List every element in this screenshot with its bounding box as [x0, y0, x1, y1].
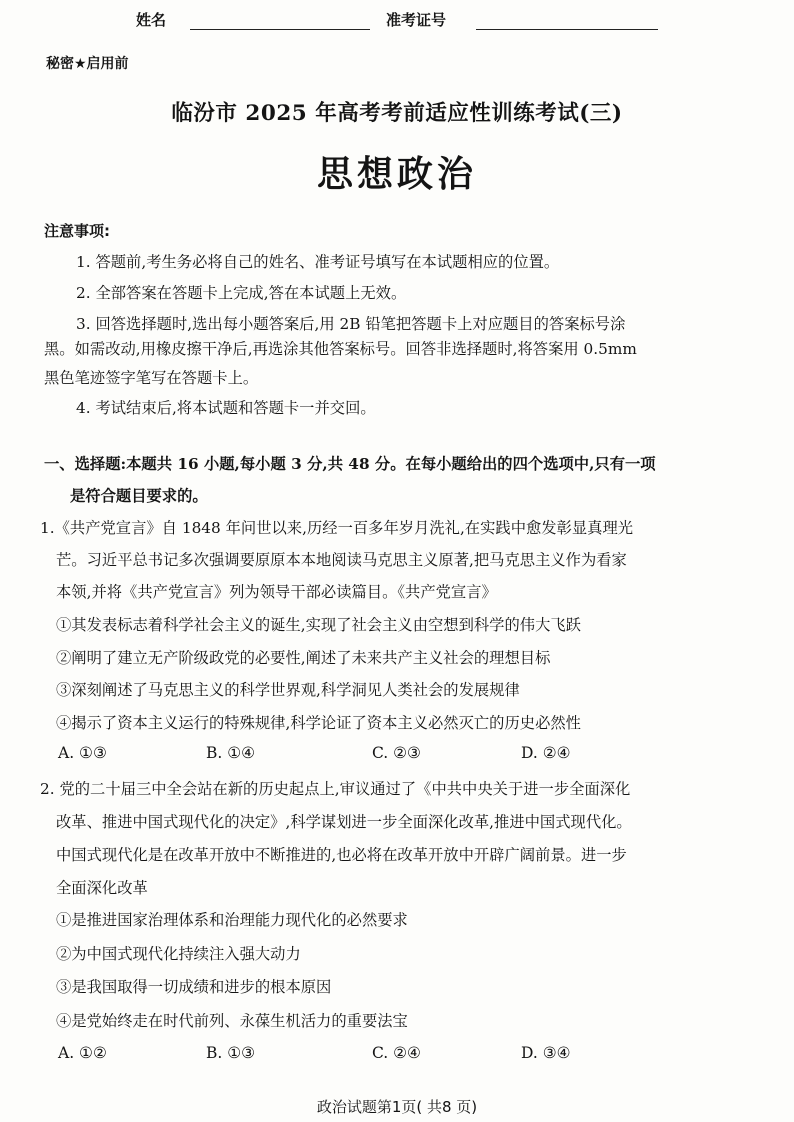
notice-line: 3. 回答选择题时,选出每小题答案后,用 2B 铅笔把答题卡上对应题目的答案标号涂	[76, 315, 626, 333]
question-1-item: ①其发表标志着科学社会主义的诞生,实现了社会主义由空想到科学的伟大飞跃	[56, 616, 581, 634]
question-1-option-a: A. ①③	[58, 744, 107, 762]
question-2-option-b: B. ①③	[206, 1044, 256, 1062]
question-2-option-c: C. ②④	[372, 1044, 421, 1062]
question-2-option-a: A. ①②	[58, 1044, 107, 1062]
question-1-option-b: B. ①④	[206, 744, 256, 762]
question-2-stem: 中国式现代化是在改革开放中不断推进的,也必将在改革开放中开辟广阔前景。进一步	[56, 846, 627, 864]
notice-line: 黑色笔迹签字笔写在答题卡上。	[44, 369, 259, 387]
question-1-stem: 1.《共产党宣言》自 1848 年问世以来,历经一百多年岁月洗礼,在实践中愈发彰显真理光	[40, 519, 634, 537]
subject-title: 思想政治	[316, 154, 477, 195]
question-2-item: ③是我国取得一切成绩和进步的根本原因	[56, 978, 332, 996]
question-1-stem: 芒。习近平总书记多次强调要原原本本地阅读马克思主义原著,把马克思主义作为看家	[56, 551, 627, 569]
secret-mark: 秘密★启用前	[46, 56, 129, 72]
exam-id-blank-line	[476, 29, 658, 30]
question-2-item: ②为中国式现代化持续注入强大动力	[56, 945, 301, 963]
question-1-stem: 本领,并将《共产党宣言》列为领导干部必读篇目。《共产党宣言》	[56, 583, 497, 601]
question-1-item: ④揭示了资本主义运行的特殊规律,科学论证了资本主义必然灭亡的历史必然性	[56, 714, 581, 732]
notice-line: 黑。如需改动,用橡皮擦干净后,再选涂其他答案标号。回答非选择题时,将答案用 0.5mm	[44, 340, 637, 358]
question-1-option-d: D. ②④	[521, 744, 571, 762]
question-2-option-d: D. ③④	[521, 1044, 571, 1062]
question-1-item: ②阐明了建立无产阶级政党的必要性,阐述了未来共产主义社会的理想目标	[56, 649, 551, 667]
notice-line: 1. 答题前,考生务必将自己的姓名、准考证号填写在本试题相应的位置。	[76, 253, 560, 271]
notice-line: 4. 考试结束后,将本试题和答题卡一并交回。	[76, 399, 376, 417]
question-2-stem: 2. 党的二十届三中全会站在新的历史起点上,审议通过了《中共中央关于进一步全面深化	[40, 780, 631, 798]
page-footer: 政治试题第1页( 共8 页)	[316, 1098, 478, 1116]
question-2-item: ①是推进国家治理体系和治理能力现代化的必然要求	[56, 911, 408, 929]
question-2-stem: 全面深化改革	[56, 879, 148, 897]
notice-title: 注意事项:	[44, 222, 110, 240]
section-heading: 是符合题目要求的。	[70, 487, 208, 505]
question-1-option-c: C. ②③	[372, 744, 421, 762]
notice-line: 2. 全部答案在答题卡上完成,答在本试题上无效。	[76, 284, 407, 302]
name-label: 姓名	[136, 11, 167, 29]
exam-title: 临汾市 2025 年高考考前适应性训练考试(三)	[171, 101, 623, 126]
question-2-stem: 改革、推进中国式现代化的决定》,科学谋划进一步全面深化改革,推进中国式现代化。	[56, 813, 632, 831]
exam-id-label: 准考证号	[386, 11, 447, 29]
section-heading: 一、选择题:本题共 16 小题,每小题 3 分,共 48 分。在每小题给出的四个选项中,只有一项	[44, 455, 656, 473]
name-blank-line	[190, 29, 370, 30]
question-1-item: ③深刻阐述了马克思主义的科学世界观,科学洞见人类社会的发展规律	[56, 681, 520, 699]
question-2-item: ④是党始终走在时代前列、永葆生机活力的重要法宝	[56, 1012, 408, 1030]
